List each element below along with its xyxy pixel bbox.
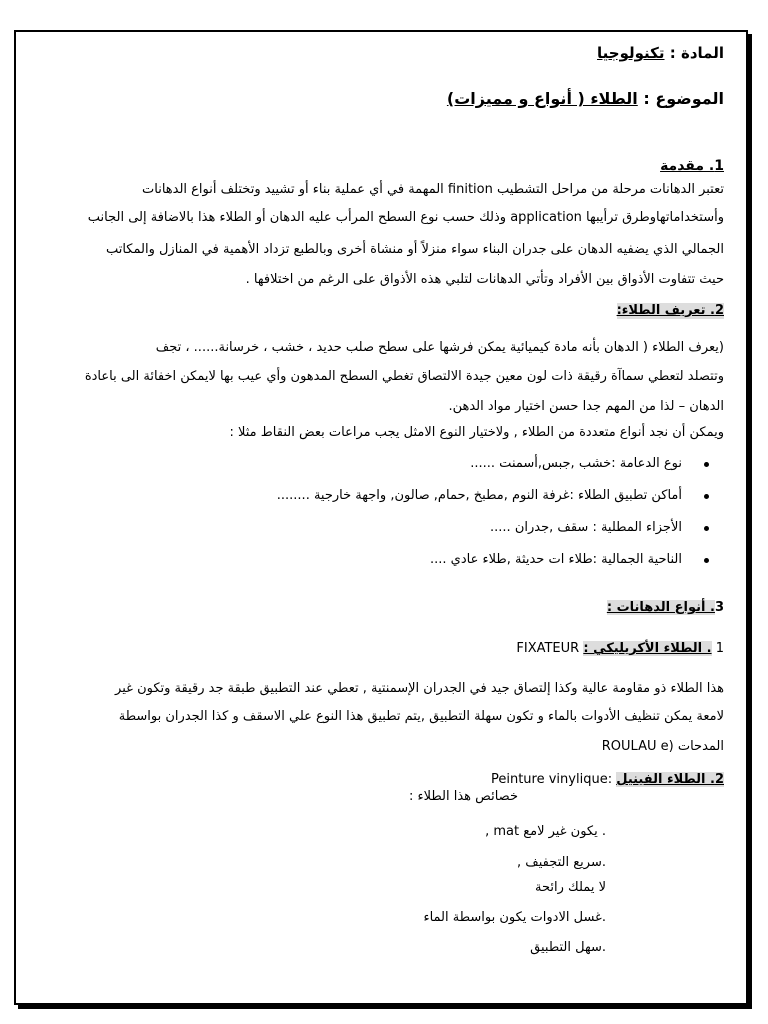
bullet-dot [704,526,709,531]
page-frame [14,30,748,1005]
subject-label: المادة : [669,44,724,62]
bullet-dot [704,462,709,467]
section1-title: . مقدمة [660,158,715,174]
bullet-dot [704,494,709,499]
sub2-title-text: . الطلاء الفينيل [616,772,715,787]
section1-line: وأستخداماتهاوطرق ترأيبها application وذلك حسب نوع السطح المرأب عليه الدهان أو الطلاء هذا بالاضافة إلى الجانب [87,210,724,225]
sub1-line: هذا الطلاء ذو مقاومة عالية وكذا إلتصاق جيد في الجدران الإسمنتية , تعطي عند التطبيق طبقة جد رقيقة وتكون غير [115,681,724,696]
bullet-item: أماكن تطبيق الطلاء :غرفة النوم ,مطبخ ,حمام, صالون, واجهة خارجية ........ [276,488,682,503]
section1-heading [660,158,724,174]
sub2-heading [491,772,724,788]
sub2-title [616,772,724,787]
section2-line: ويمكن أن نجد أنواع متعددة من الطلاء , ولاختيار النوع الامثل يجب مراعات بعض النقاط مثلا : [229,425,724,440]
sub2-prop: .سهل التطبيق [530,940,606,955]
sub1-number: 1 [715,641,724,656]
section3-number: 3 [714,600,724,615]
topic-label: الموضوع : [643,89,724,108]
section1-line: حيث تتفاوت الأذواق بين الأفراد وتأتي الدهانات لتلبي هذه الأذواق على الرغم من اختلافها . [245,272,724,287]
topic-line [447,91,724,107]
section1-line: تعتبر الدهانات مرحلة من مراحل التشطيب finition المهمة في أي عملية بناء أو تشييد وتختلف أنواع الدهانات [142,182,724,197]
sub1-line: المدحات (ROULAU e [601,739,724,754]
sub1-heading [516,641,724,657]
sub2-prop: لا يملك رائحة [535,880,606,895]
section2-line: وتتصلد لتعطي سماآة رقيقة ذات لون معين جيدة الالتصاق تغطي السطح المدهون وأي عيب بها لايمكن اخفائة الى باعادة [84,369,724,384]
subject-value: تكنولوجيا [597,44,665,62]
sub1-latin: FIXATEUR [516,641,580,656]
sub1-title: . الطلاء الأكريليكي : [583,641,712,656]
subject-line [597,45,724,61]
sub2-props-label: خصائص هذا الطلاء : [409,789,518,804]
section2-line: الدهان – لذا من المهم جدا حسن اختيار مواد الدهن. [448,399,724,414]
topic-value: الطلاء ( أنواع و مميزات) [446,89,638,108]
sub1-line: لامعة يمكن تنظيف الأدوات بالماء و تكون سهلة التطبيق ,يتم تطبيق هذا النوع علي الاسقف و كذا الجدران بواسطة [118,709,724,724]
sub2-latin: :Peinture vinylique [490,772,613,787]
section2-heading: 2. تعريف الطلاء: [616,303,724,318]
section1-line: الجمالي الذي يضفيه الدهان على جدران البناء سواء منزلاً أو منشاة أخرى وبالطبع تزداد الأهمية في المنازل والمكاتب [105,242,724,257]
bullet-item: نوع الدعامة :خشب ,جبس,أسمنت ...... [470,456,682,471]
section3-heading [607,600,724,616]
sub2-prop: .سريع التجفيف , [517,855,606,870]
section3-title: . أنواع الدهانات : [606,600,715,615]
bullet-item: الأجزاء المطلية : سقف ,جدران ..... [490,520,682,535]
sub2-prop: . يكون غير لامع mat , [485,824,606,839]
section2-line: (يعرف الطلاء ( الدهان بأنه مادة كيميائية يمكن فرشها على سطح صلب حديد ، خشب ، خرسانة...... ، تجف [155,340,724,355]
bullet-dot [704,558,709,563]
section1-number: 1 [714,158,724,174]
sub2-prop: .غسل الادوات يكون بواسطة الماء [423,910,606,925]
bullet-item: الناحية الجمالية :طلاء ات حديثة ,طلاء عادي .... [430,552,682,567]
sub2-number: 2 [714,772,724,787]
